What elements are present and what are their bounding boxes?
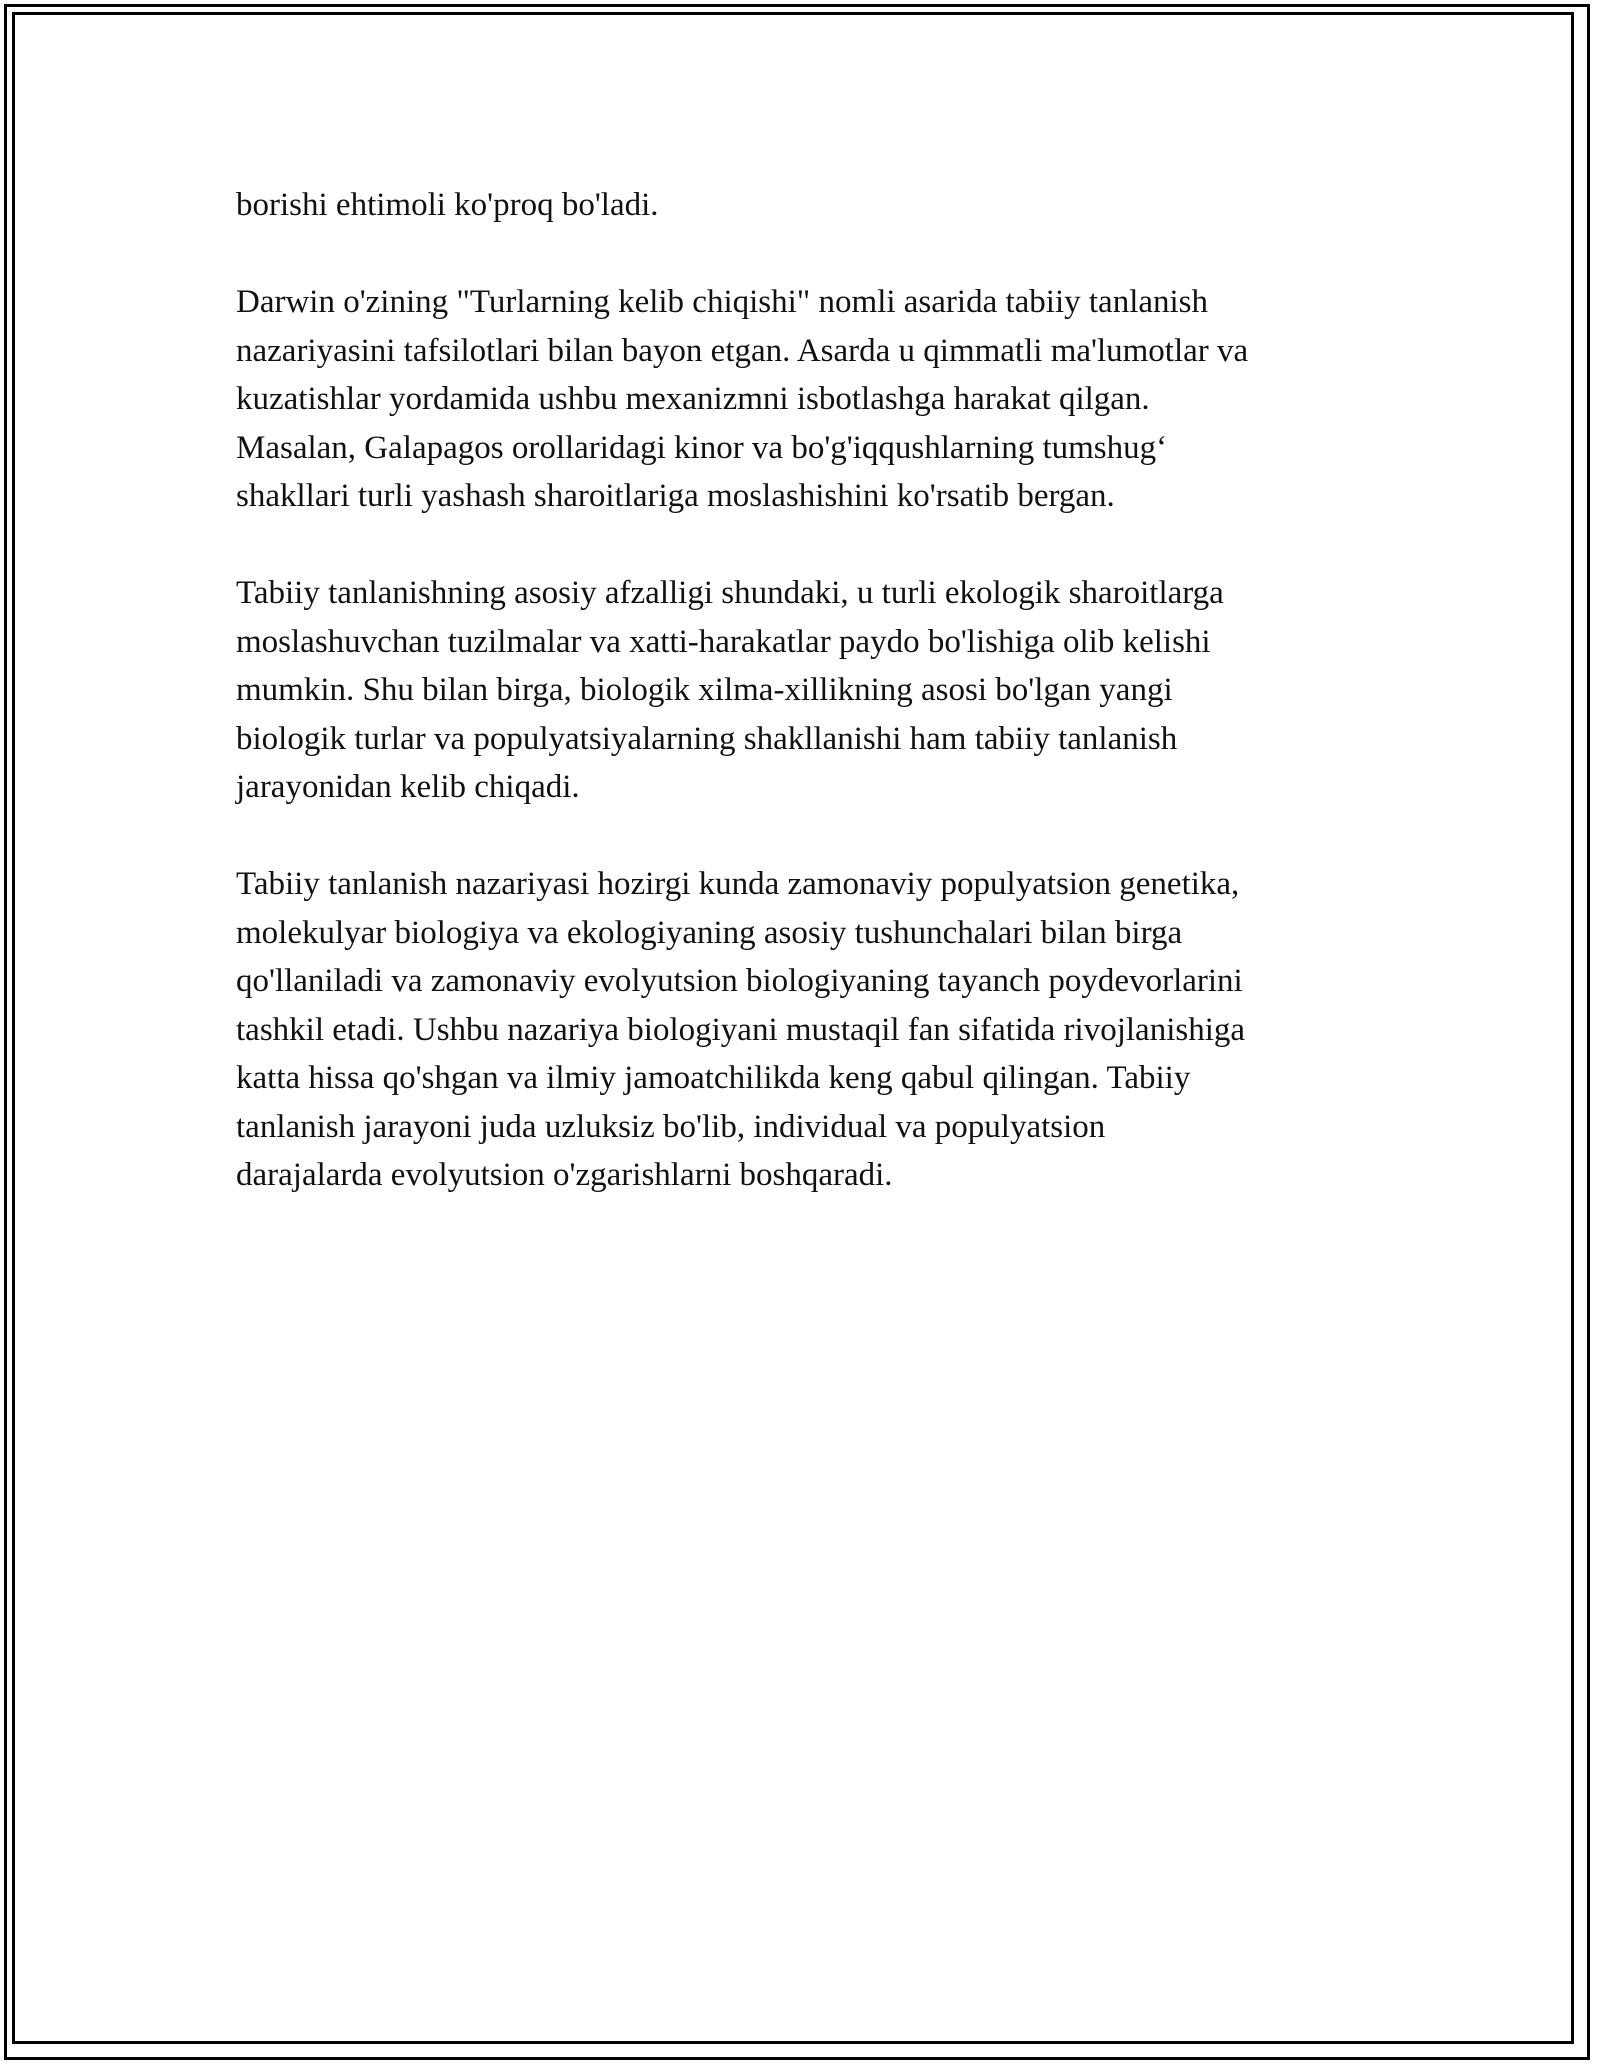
text-line: biologik turlar va populyatsiyalarning shakllanishi ham tabiiy tanlanish (236, 720, 1178, 757)
text-line: Darwin o'zining "Turlarning kelib chiqishi" nomli asarida tabiiy tanlanish (236, 284, 1209, 320)
text-line: mumkin. Shu bilan birga, biologik xilma-xillikning asosi bo'lgan yangi (236, 672, 1173, 708)
text-line: nazariyasini tafsilotlari bilan bayon etgan. Asarda u qimmatli ma'lumotlar va (236, 332, 1249, 369)
text-line: jarayonidan kelib chiqadi. (236, 769, 580, 805)
text-line: qo'llaniladi va zamonaviy evolyutsion biologiyaning tayanch poydevorlarini (236, 963, 1243, 999)
text-line: Masalan, Galapagos orollaridagi kinor va bo'g'iqqushlarning tumshug‘ (236, 429, 1168, 466)
text-line: molekulyar biologiya va ekologiyaning asosiy tushunchalari bilan birga (236, 914, 1183, 951)
paragraph-2 (236, 278, 1376, 521)
paragraph-4 (236, 860, 1376, 1200)
text-line: moslashuvchan tuzilmalar va xatti-harakatlar paydo bo'lishiga olib kelishi (236, 623, 1211, 660)
paragraph-3 (236, 569, 1376, 812)
text-line: darajalarda evolyutsion o'zgarishlarni boshqaradi. (236, 1157, 893, 1193)
text-line: Tabiiy tanlanishning asosiy afzalligi shundaki, u turli ekologik sharoitlarga (236, 575, 1224, 611)
text-line: Tabiiy tanlanish nazariyasi hozirgi kunda zamonaviy populyatsion genetika, (236, 866, 1240, 902)
text-line: katta hissa qo'shgan va ilmiy jamoatchilikda keng qabul qilingan. Tabiiy (236, 1060, 1191, 1096)
text-line: kuzatishlar yordamida ushbu mexanizmni isbotlashga harakat qilgan. (236, 381, 1150, 417)
text-line: shakllari turli yashash sharoitlariga moslashishini ko'rsatib bergan. (236, 478, 1115, 514)
text-line: tanlanish jarayoni juda uzluksiz bo'lib, individual va populyatsion (236, 1108, 1106, 1145)
text-line: borishi ehtimoli ko'proq bo'ladi. (236, 187, 659, 223)
paragraph-1 (236, 181, 1376, 230)
document-body (236, 181, 1376, 1248)
text-line: tashkil etadi. Ushbu nazariya biologiyani mustaqil fan sifatida rivojlanishiga (236, 1011, 1246, 1048)
